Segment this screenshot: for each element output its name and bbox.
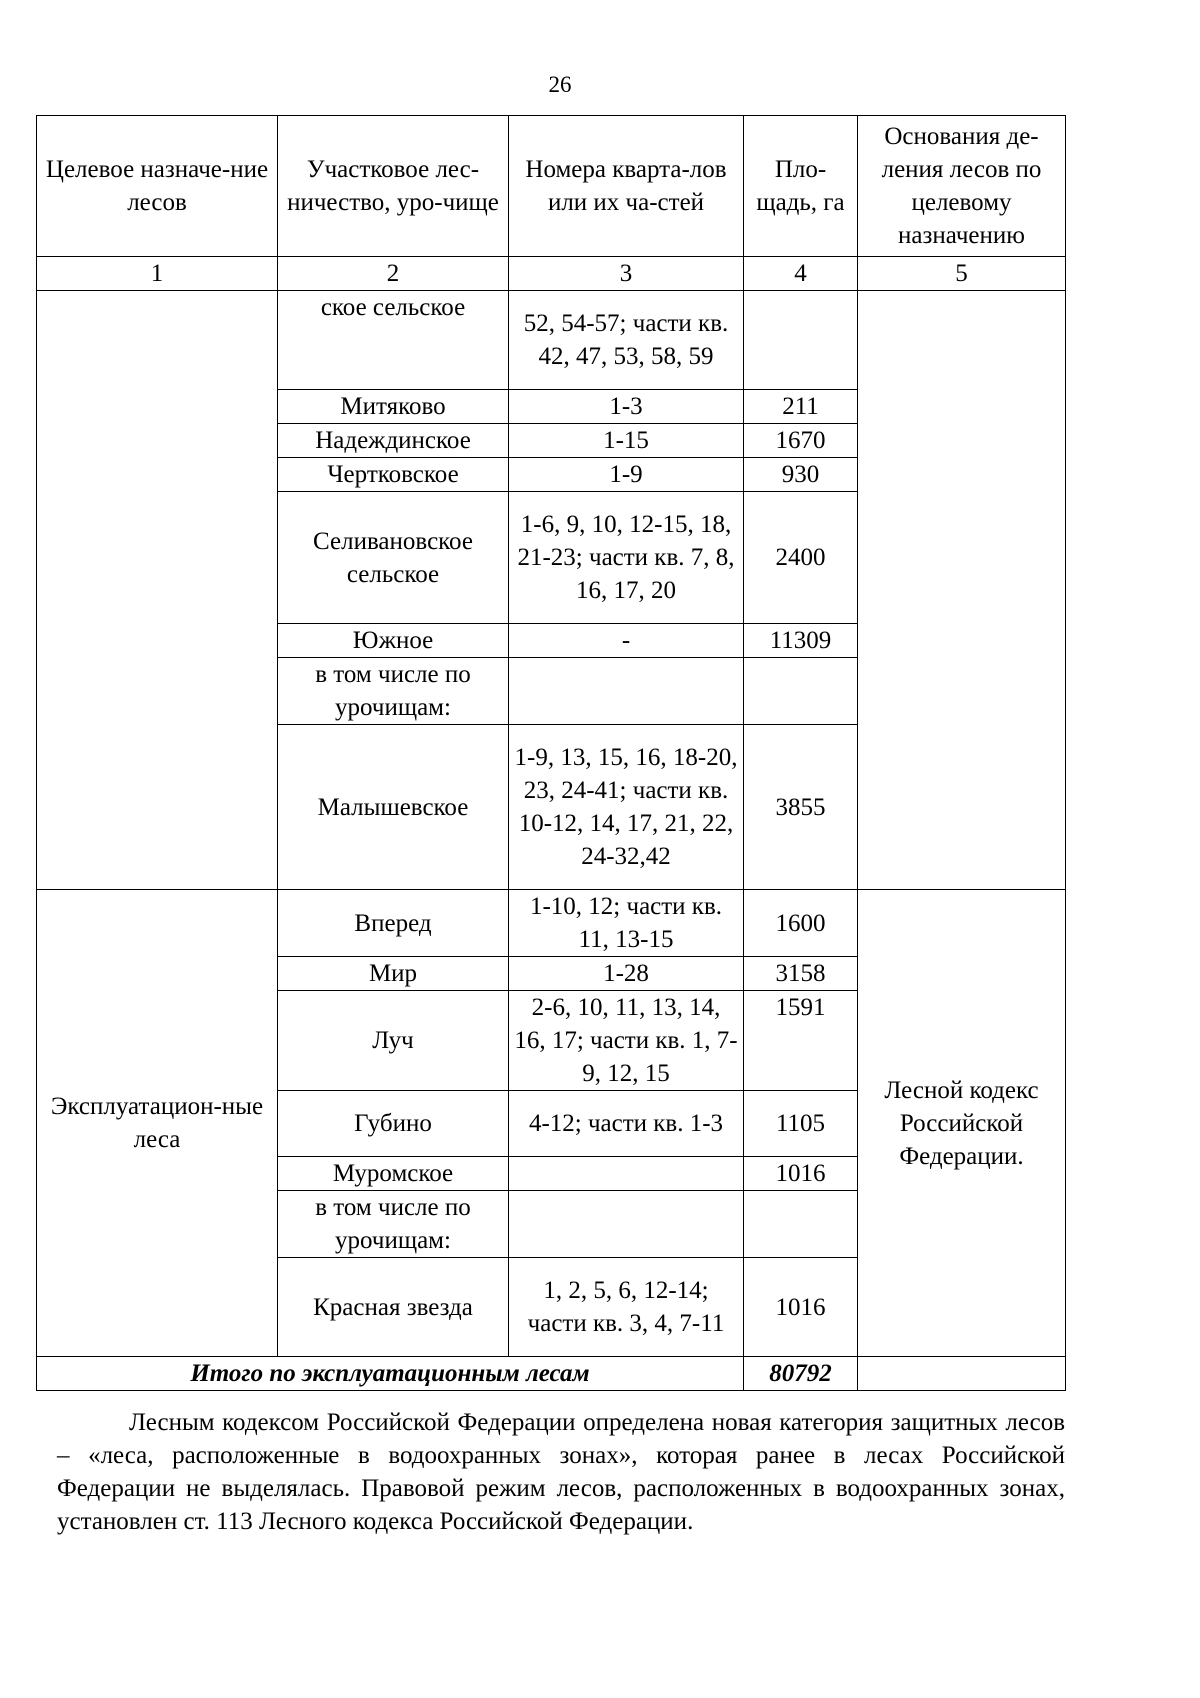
forestry-cell: Митяково — [278, 390, 509, 424]
area-cell: 3855 — [744, 725, 858, 890]
total-value: 80792 — [744, 1357, 858, 1391]
quarters-cell — [509, 658, 744, 725]
area-cell: 3158 — [744, 957, 858, 991]
area-cell: 1105 — [744, 1091, 858, 1157]
area-cell: 1016 — [744, 1157, 858, 1191]
forestry-cell: Надеждинское — [278, 424, 509, 458]
forestry-cell: Южное — [278, 624, 509, 658]
quarters-cell — [509, 1191, 744, 1258]
quarters-cell: 2-6, 10, 11, 13, 14, 16, 17; части кв. 1, 7-9, 12, 15 — [509, 991, 744, 1091]
quarters-cell: 1-6, 9, 10, 12-15, 18, 21-23; части кв. 7, 8, 16, 17, 20 — [509, 492, 744, 624]
body-paragraph: Лесным кодексом Российской Федерации определена новая категория защитных лесов – «леса, расположенные в водоохранных зонах», которая ранее в лесах Российской Федерации не выделялась. Правовой режим лесов, расположенных в водоохранных зонах, установлен ст. 113 Лесного кодекса Российской Федерации. — [57, 1409, 1065, 1535]
page-number: 26 — [548, 72, 572, 97]
total-row — [37, 1357, 1066, 1391]
header-forestry: Участковое лес-ничество, уро-чище — [278, 116, 509, 257]
forestry-cell: Селивановское сельское — [278, 492, 509, 624]
area-cell: 1600 — [744, 890, 858, 957]
header-purpose: Целевое назначе-ние лесов — [37, 116, 278, 257]
column-number: 1 — [37, 257, 278, 291]
basis-cell-exploitation: Лесной кодекс Российской Федерации. — [858, 890, 1066, 1357]
forestry-cell: Вперед — [278, 890, 509, 957]
column-number: 2 — [278, 257, 509, 291]
area-cell: 2400 — [744, 492, 858, 624]
area-cell: 11309 — [744, 624, 858, 658]
area-cell: 1016 — [744, 1258, 858, 1357]
area-cell: 211 — [744, 390, 858, 424]
column-number-row — [37, 257, 1066, 291]
table-row — [37, 291, 1066, 390]
header-quarters: Номера кварта-лов или их ча-стей — [509, 116, 744, 257]
column-number: 3 — [509, 257, 744, 291]
header-basis: Основания де-ления лесов по целевому назначению — [858, 116, 1066, 257]
quarters-cell: 4-12; части кв. 1-3 — [509, 1091, 744, 1157]
quarters-cell: 1-10, 12; части кв. 11, 13-15 — [509, 890, 744, 957]
purpose-cell-exploitation: Эксплуатацион-ные леса — [37, 890, 278, 1357]
forestry-cell: ское сельское — [278, 291, 509, 390]
area-cell: 1591 — [744, 991, 858, 1091]
forestry-cell: Муромское — [278, 1157, 509, 1191]
column-number: 4 — [744, 257, 858, 291]
column-number: 5 — [858, 257, 1066, 291]
total-label: Итого по эксплуатационным лесам — [37, 1357, 744, 1391]
forestry-cell: Малышевское — [278, 725, 509, 890]
forestry-cell: Мир — [278, 957, 509, 991]
area-cell — [744, 658, 858, 725]
quarters-cell: 52, 54-57; части кв. 42, 47, 53, 58, 59 — [509, 291, 744, 390]
forestry-cell: в том числе по урочищам: — [278, 1191, 509, 1258]
area-cell — [744, 291, 858, 390]
total-empty-cell — [858, 1357, 1066, 1391]
forest-purpose-table — [36, 115, 1066, 1391]
forestry-cell: Губино — [278, 1091, 509, 1157]
area-cell — [744, 1191, 858, 1258]
quarters-cell: 1-28 — [509, 957, 744, 991]
quarters-cell: 1-9, 13, 15, 16, 18-20, 23, 24-41; части кв. 10-12, 14, 17, 21, 22, 24-32,42 — [509, 725, 744, 890]
quarters-cell — [509, 1157, 744, 1191]
quarters-cell: 1-15 — [509, 424, 744, 458]
forestry-cell: в том числе по урочищам: — [278, 658, 509, 725]
quarters-cell: 1-9 — [509, 458, 744, 492]
forestry-cell: Красная звезда — [278, 1258, 509, 1357]
forestry-cell: Чертковское — [278, 458, 509, 492]
table-header-row — [37, 116, 1066, 257]
table-row — [37, 890, 1066, 957]
quarters-cell: 1, 2, 5, 6, 12-14; части кв. 3, 4, 7-11 — [509, 1258, 744, 1357]
header-area: Пло-щадь, га — [744, 116, 858, 257]
area-cell: 1670 — [744, 424, 858, 458]
area-cell: 930 — [744, 458, 858, 492]
basis-cell-continued — [858, 291, 1066, 890]
quarters-cell: 1-3 — [509, 390, 744, 424]
quarters-cell: - — [509, 624, 744, 658]
purpose-cell-continued — [37, 291, 278, 890]
forestry-cell: Луч — [278, 991, 509, 1091]
